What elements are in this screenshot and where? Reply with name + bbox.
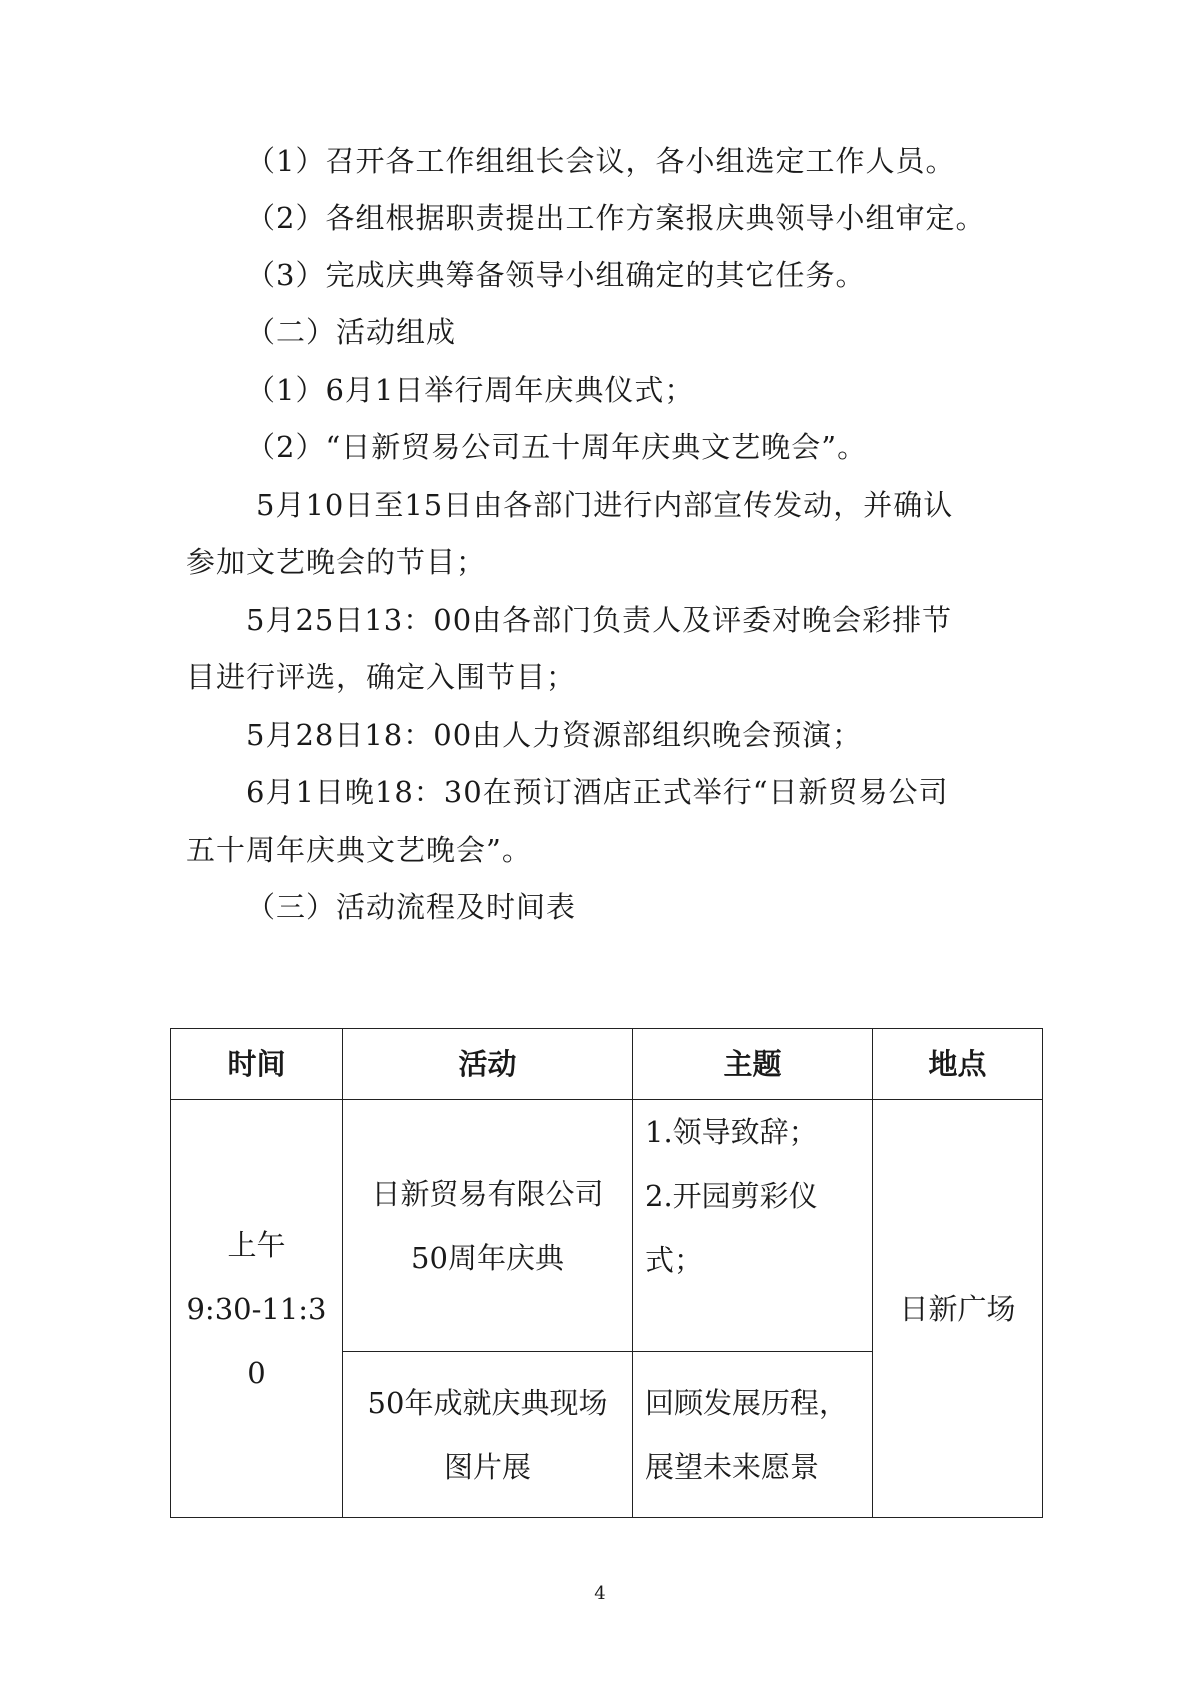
table-header-row <box>171 1029 1043 1100</box>
paragraph-7-line-2: 目进行评选，确定入围节目； <box>186 660 577 694</box>
theme-1-line-3: 式； <box>645 1243 704 1277</box>
activity-2-line-1: 50年成就庆典现场 <box>367 1385 608 1420</box>
schedule-table <box>170 1028 1043 1518</box>
theme-1-line-2: 2.开园剪彩仪 <box>645 1179 818 1213</box>
activity-2-line-2: 图片展 <box>443 1449 531 1484</box>
paragraph-item-2: （2）各组根据职责提出工作方案报庆典领导小组审定。 <box>246 201 986 235</box>
table-row <box>171 1100 1043 1352</box>
theme-2-line-1: 回顾发展历程， <box>645 1385 849 1420</box>
paragraph-item-1: （1）召开各工作组组长会议，各小组选定工作人员。 <box>246 144 956 178</box>
time-cell <box>171 1100 343 1518</box>
theme-1-line-1: 1.领导致辞； <box>645 1115 818 1149</box>
section-heading-3: （三）活动流程及时间表 <box>246 890 577 924</box>
header-place: 地点 <box>873 1029 1043 1100</box>
paragraph-9-line-1: 6月1日晚18：30在预订酒店正式举行“日新贸易公司 <box>246 775 949 809</box>
paragraph-8: 5月28日18：00由人力资源部组织晚会预演； <box>246 718 863 752</box>
paragraph-6-line-2: 参加文艺晚会的节目； <box>186 545 487 579</box>
section-heading-2: （二）活动组成 <box>246 315 457 349</box>
time-range-end: 0 <box>247 1355 266 1390</box>
place-cell: 日新广场 <box>873 1100 1043 1518</box>
paragraph-item-3: （3）完成庆典筹备领导小组确定的其它任务。 <box>246 258 866 292</box>
activity-1-line-2: 50周年庆典 <box>411 1240 564 1275</box>
theme-cell-1 <box>633 1100 873 1352</box>
paragraph-6-line-1: 5月10日至15日由各部门进行内部宣传发动，并确认 <box>256 488 954 522</box>
paragraph-item-4: （1）6月1日举行周年庆典仪式； <box>246 373 695 407</box>
paragraph-9-line-2: 五十周年庆典文艺晚会”。 <box>186 833 532 867</box>
theme-cell-2 <box>633 1352 873 1518</box>
paragraph-item-5: （2）“日新贸易公司五十周年庆典文艺晚会”。 <box>246 430 868 464</box>
time-label: 上午 <box>227 1227 286 1262</box>
activity-cell-2 <box>343 1352 633 1518</box>
page-number: 4 <box>594 1583 606 1604</box>
activity-1-line-1: 日新贸易有限公司 <box>371 1176 604 1211</box>
header-time: 时间 <box>171 1029 343 1100</box>
activity-cell-1 <box>343 1100 633 1352</box>
paragraph-7-line-1: 5月25日13：00由各部门负责人及评委对晚会彩排节 <box>246 603 953 637</box>
header-activity: 活动 <box>343 1029 633 1100</box>
header-theme: 主题 <box>633 1029 873 1100</box>
theme-2-line-2: 展望未来愿景 <box>645 1449 820 1484</box>
time-range: 9:30-11:3 <box>186 1291 327 1326</box>
